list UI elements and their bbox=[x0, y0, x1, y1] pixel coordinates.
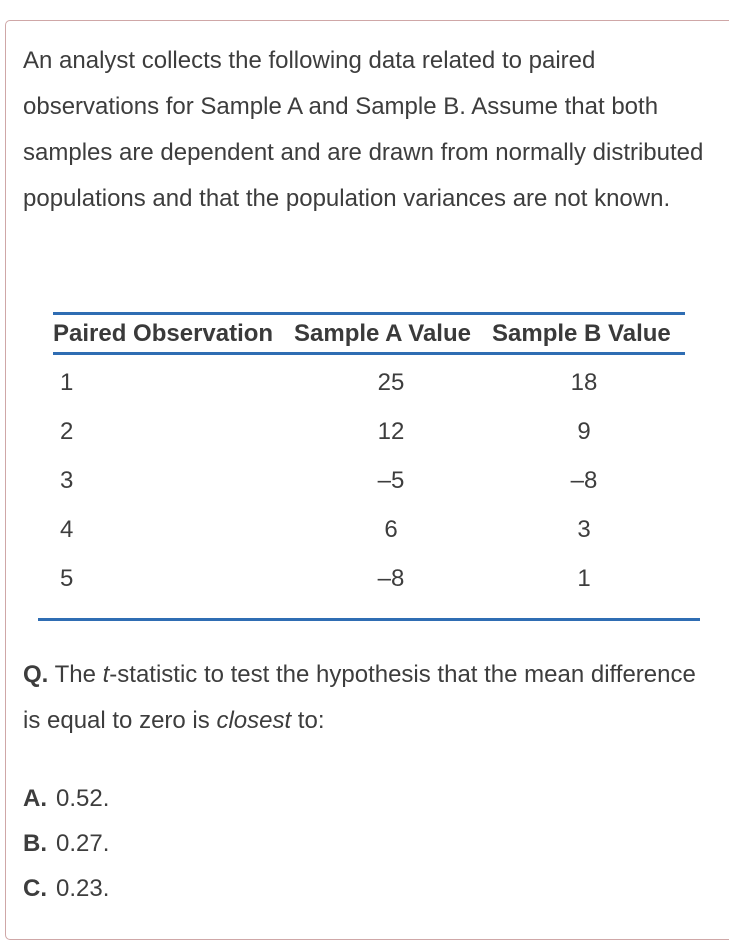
question-italic-closest: closest bbox=[216, 707, 292, 734]
header-sample-b: Sample B Value bbox=[492, 320, 671, 347]
option-a[interactable] bbox=[23, 776, 623, 821]
table-bottom-rule bbox=[38, 618, 700, 621]
intro-text: An analyst collects the following data related to paired observations for Sample A and Sample B. Assume that both samples are dependent and are drawn from normally distributed populations and that the population variances are not known. bbox=[23, 47, 704, 212]
table-row bbox=[38, 564, 700, 613]
question-italic-t: t bbox=[102, 661, 110, 688]
cell-sample-b: 3 bbox=[577, 516, 591, 543]
cell-sample-a: –5 bbox=[377, 467, 405, 494]
question-part1: The bbox=[54, 661, 103, 688]
answer-options bbox=[23, 776, 623, 911]
table-row bbox=[38, 515, 700, 564]
question-text bbox=[23, 652, 713, 744]
cell-observation: 4 bbox=[60, 516, 74, 543]
option-letter: A. bbox=[23, 785, 47, 812]
option-letter: B. bbox=[23, 830, 47, 857]
table-top-rule bbox=[53, 312, 685, 315]
question-part3: to: bbox=[291, 707, 325, 734]
cell-sample-b: 9 bbox=[577, 418, 591, 445]
option-b[interactable] bbox=[23, 821, 623, 866]
cell-sample-b: 18 bbox=[570, 369, 598, 396]
option-text: 0.52. bbox=[56, 785, 110, 812]
header-sample-a: Sample A Value bbox=[294, 320, 471, 347]
table-row bbox=[38, 417, 700, 466]
table-header-rule bbox=[53, 352, 685, 355]
option-text: 0.23. bbox=[56, 875, 110, 902]
option-c[interactable] bbox=[23, 866, 623, 911]
cell-observation: 1 bbox=[60, 369, 74, 396]
cell-sample-a: 12 bbox=[377, 418, 405, 445]
option-letter: C. bbox=[23, 875, 47, 902]
cell-observation: 5 bbox=[60, 565, 74, 592]
cell-observation: 3 bbox=[60, 467, 74, 494]
header-paired-observation: Paired Observation bbox=[53, 320, 274, 347]
table-row bbox=[38, 368, 700, 417]
cell-observation: 2 bbox=[60, 418, 74, 445]
cell-sample-a: –8 bbox=[377, 565, 405, 592]
cell-sample-a: 6 bbox=[384, 516, 398, 543]
question-part2: -statistic to test the hypothesis that the mean difference is equal to zero is bbox=[23, 661, 696, 734]
option-text: 0.27. bbox=[56, 830, 110, 857]
cell-sample-a: 25 bbox=[377, 369, 405, 396]
cell-sample-b: 1 bbox=[577, 565, 591, 592]
question-prefix: Q. bbox=[23, 661, 49, 688]
cell-sample-b: –8 bbox=[570, 467, 598, 494]
table-row bbox=[38, 466, 700, 515]
